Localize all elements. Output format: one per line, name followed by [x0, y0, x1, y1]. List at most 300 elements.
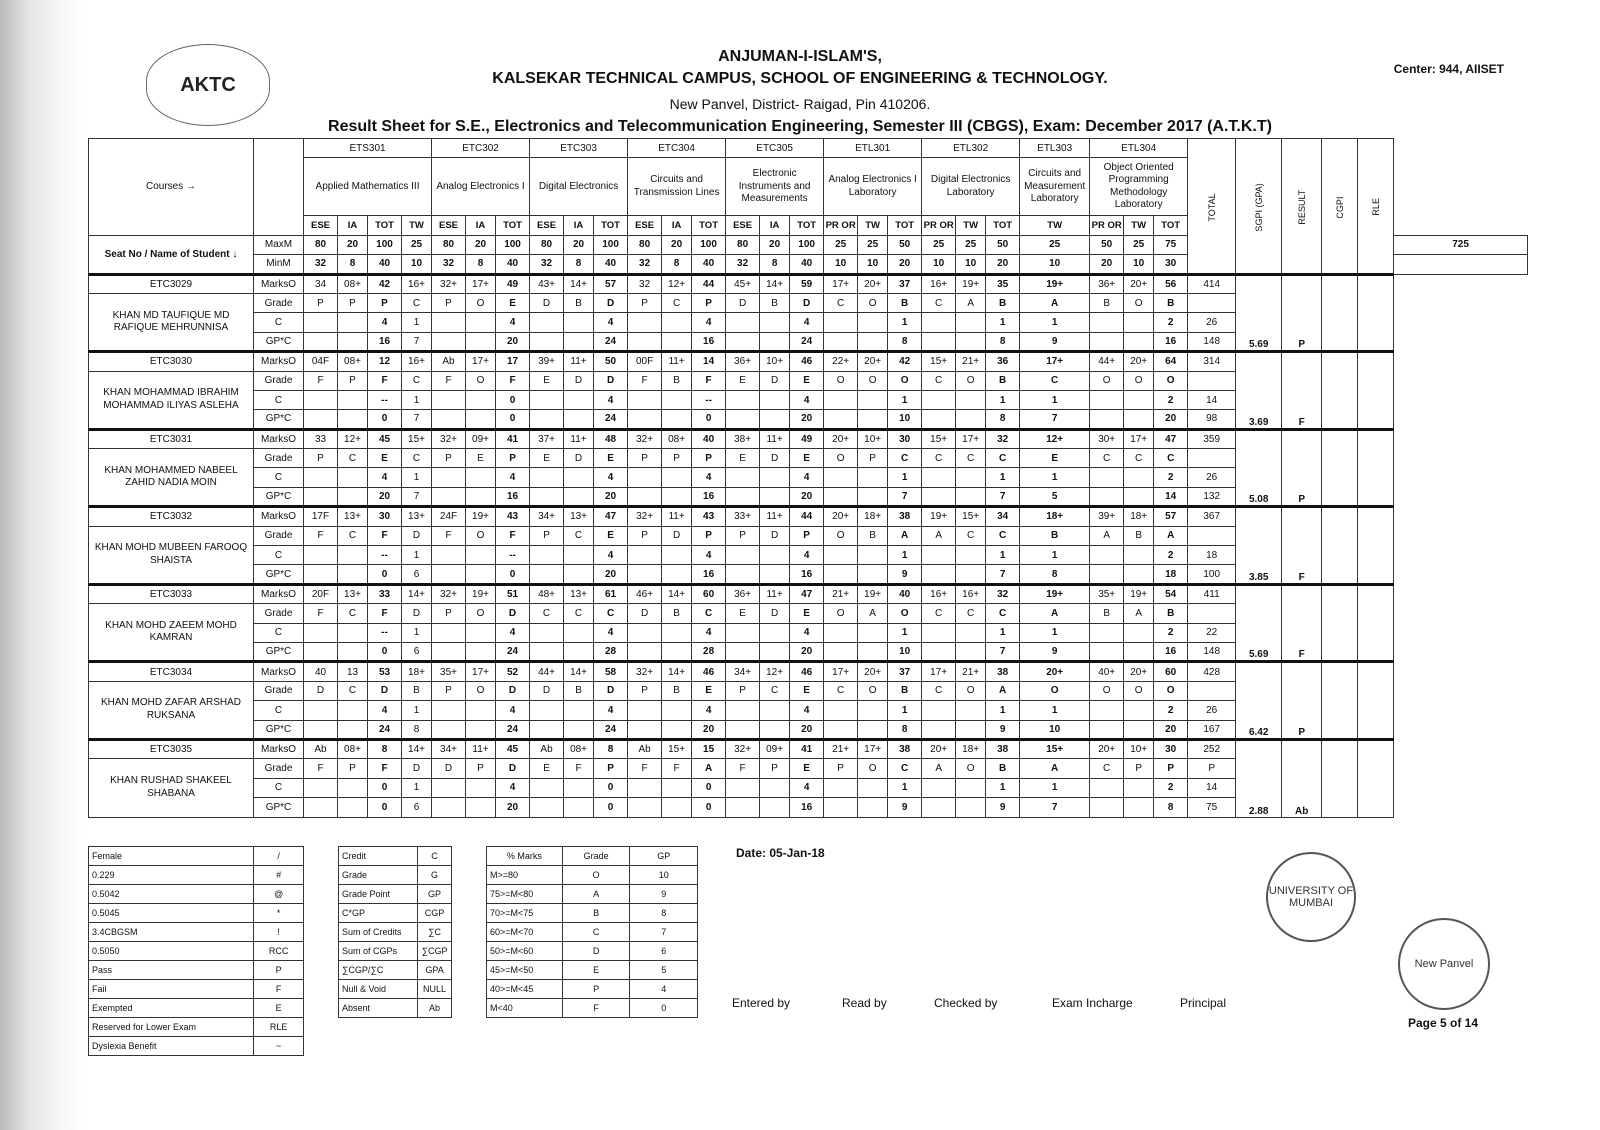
value-cell [760, 546, 790, 565]
value-cell: C [594, 604, 628, 623]
value-cell: 14+ [564, 274, 594, 293]
value-cell: 1 [986, 546, 1020, 565]
legend-cell: 10 [630, 866, 698, 885]
value-cell: 411 [1188, 584, 1236, 603]
value-cell: 34 [304, 274, 338, 293]
value-cell [628, 468, 662, 487]
row-label: C [254, 778, 304, 797]
legend-cell: 6 [630, 942, 698, 961]
value-cell: A [1020, 604, 1090, 623]
value-cell: 4 [692, 701, 726, 720]
value-cell [338, 332, 368, 351]
value-cell: 1 [986, 390, 1020, 409]
value-cell: 6 [402, 642, 432, 661]
summary-header: TOTAL [1188, 139, 1236, 275]
legend-cell: Sum of Credits [339, 923, 418, 942]
value-cell: 44 [790, 507, 824, 526]
value-cell: 8 [368, 739, 402, 758]
cgpi-cell [1322, 429, 1358, 507]
value-cell: 0 [368, 410, 402, 429]
value-cell: 1 [402, 390, 432, 409]
value-cell [662, 565, 692, 584]
value-cell [466, 313, 496, 332]
value-cell: -- [496, 546, 530, 565]
column-subheader: ESE [628, 216, 662, 235]
course-name: Object Oriented Programming Methodology Laboratory [1090, 158, 1188, 216]
value-cell [338, 487, 368, 506]
value-cell: D [402, 759, 432, 778]
legend-row [89, 1018, 304, 1037]
course-name: Circuits and Measurement Laboratory [1020, 158, 1090, 216]
legend-cell: 0.5042 [89, 885, 254, 904]
value-cell: 0 [368, 778, 402, 797]
value-cell: O [824, 449, 858, 468]
value-cell: 100 [1188, 565, 1236, 584]
value-cell: O [956, 681, 986, 700]
value-cell: O [824, 604, 858, 623]
value-cell: 32+ [726, 739, 760, 758]
value-cell [628, 487, 662, 506]
course-code: ETC303 [530, 139, 628, 158]
value-cell: 7 [402, 410, 432, 429]
value-cell: C [760, 681, 790, 700]
value-cell [466, 390, 496, 409]
value-cell [824, 410, 858, 429]
value-cell: 20 [1154, 410, 1188, 429]
value-cell: 18 [1154, 565, 1188, 584]
value-cell: O [466, 526, 496, 545]
value-cell [466, 565, 496, 584]
value-cell: 24 [496, 720, 530, 739]
value-cell [1124, 623, 1154, 642]
column-subheader: PR OR [1090, 216, 1124, 235]
value-cell [662, 410, 692, 429]
value-cell: D [496, 759, 530, 778]
value-cell: 21+ [824, 739, 858, 758]
value-cell: C [986, 604, 1020, 623]
value-cell [432, 701, 466, 720]
column-subheader: IA [760, 216, 790, 235]
course-name: Analog Electronics I Laboratory [824, 158, 922, 216]
course-name: Digital Electronics [530, 158, 628, 216]
value-cell [466, 410, 496, 429]
legend-cell: Null & Void [339, 980, 418, 999]
value-cell: 0 [368, 642, 402, 661]
value-cell: D [530, 681, 564, 700]
value-cell: 26 [1188, 313, 1236, 332]
value-cell: E [692, 681, 726, 700]
legend-row [89, 999, 304, 1018]
value-cell: 20+ [824, 507, 858, 526]
value-cell [1090, 468, 1124, 487]
rle-cell [1358, 507, 1394, 585]
value-cell [760, 468, 790, 487]
maxm-label: MaxM [254, 235, 304, 254]
seat-number: ETC3035 [89, 739, 254, 758]
sgpi-value: 3.85 [1236, 507, 1282, 585]
rle-cell [1358, 662, 1394, 740]
legend-row [89, 904, 304, 923]
value-cell: P [432, 681, 466, 700]
value-cell: 17F [304, 507, 338, 526]
value-cell: 44+ [530, 662, 564, 681]
value-cell [432, 332, 466, 351]
value-cell: 34+ [726, 662, 760, 681]
value-cell: 24 [368, 720, 402, 739]
value-cell: C [986, 449, 1020, 468]
min-mark: 32 [530, 255, 564, 274]
value-cell: B [760, 293, 790, 312]
value-cell: E [496, 293, 530, 312]
value-cell [956, 487, 986, 506]
value-cell: 26 [1188, 468, 1236, 487]
value-cell [432, 487, 466, 506]
value-cell: 4 [594, 468, 628, 487]
value-cell [824, 720, 858, 739]
value-cell: -- [368, 390, 402, 409]
legend-cell: 7 [630, 923, 698, 942]
value-cell: O [1124, 293, 1154, 312]
cgpi-cell [1322, 662, 1358, 740]
value-cell: 46 [790, 352, 824, 371]
value-cell: P [692, 293, 726, 312]
column-subheader: ESE [530, 216, 564, 235]
value-cell: B [858, 526, 888, 545]
value-cell: 20 [496, 332, 530, 351]
value-cell: O [1124, 371, 1154, 390]
value-cell [1124, 332, 1154, 351]
value-cell: 6 [402, 798, 432, 817]
value-cell [530, 778, 564, 797]
value-cell: 16+ [402, 352, 432, 371]
value-cell: 17+ [1020, 352, 1090, 371]
value-cell [1188, 526, 1236, 545]
value-cell: C [530, 604, 564, 623]
legend-cell: * [254, 904, 304, 923]
legend-row [487, 999, 698, 1018]
value-cell: 19+ [858, 584, 888, 603]
value-cell: 13+ [564, 507, 594, 526]
value-cell [858, 332, 888, 351]
value-cell: 33+ [726, 507, 760, 526]
legend-cell: E [254, 999, 304, 1018]
value-cell: 32+ [628, 429, 662, 448]
value-cell: 20F [304, 584, 338, 603]
value-cell: E [466, 449, 496, 468]
value-cell: 47 [1154, 429, 1188, 448]
value-cell [1090, 720, 1124, 739]
value-cell: 4 [594, 313, 628, 332]
value-cell [726, 410, 760, 429]
value-cell [304, 642, 338, 661]
value-cell: 36 [986, 352, 1020, 371]
legend-cell: Exempted [89, 999, 254, 1018]
value-cell: C [1154, 449, 1188, 468]
value-cell: 44+ [1090, 352, 1124, 371]
value-cell: 24 [496, 642, 530, 661]
value-cell: 20+ [824, 429, 858, 448]
value-cell: 7 [1020, 410, 1090, 429]
value-cell: D [662, 526, 692, 545]
value-cell: B [662, 681, 692, 700]
value-cell: 4 [790, 313, 824, 332]
value-cell: 18+ [858, 507, 888, 526]
value-cell: 09+ [760, 739, 790, 758]
value-cell [824, 778, 858, 797]
value-cell: O [888, 604, 922, 623]
value-cell [1124, 313, 1154, 332]
value-cell: 314 [1188, 352, 1236, 371]
value-cell [1124, 487, 1154, 506]
value-cell: 28 [594, 642, 628, 661]
value-cell: 8 [986, 410, 1020, 429]
college-seal [1398, 918, 1490, 1010]
min-mark: 32 [432, 255, 466, 274]
result-date: Date: 05-Jan-18 [736, 846, 825, 860]
value-cell: 15+ [922, 429, 956, 448]
course-code: ETC305 [726, 139, 824, 158]
value-cell: 40+ [1090, 662, 1124, 681]
value-cell: 4 [790, 701, 824, 720]
value-cell [338, 701, 368, 720]
value-cell: D [304, 681, 338, 700]
value-cell: 16 [368, 332, 402, 351]
value-cell: B [986, 371, 1020, 390]
value-cell: P [432, 604, 466, 623]
value-cell: 1 [402, 623, 432, 642]
value-cell [956, 332, 986, 351]
value-cell: O [466, 293, 496, 312]
value-cell [466, 778, 496, 797]
value-cell: 46 [692, 662, 726, 681]
value-cell: 4 [368, 701, 402, 720]
table-row [89, 739, 1528, 758]
value-cell: O [1090, 371, 1124, 390]
sgpi-value: 5.69 [1236, 584, 1282, 662]
value-cell: 17+ [466, 662, 496, 681]
value-cell: E [726, 604, 760, 623]
legend-cell: A [562, 885, 630, 904]
value-cell: 48 [594, 429, 628, 448]
value-cell: 9 [986, 720, 1020, 739]
value-cell [662, 720, 692, 739]
value-cell [564, 642, 594, 661]
value-cell: 0 [594, 778, 628, 797]
student-name: KHAN MD TAUFIQUE MD RAFIQUE MEHRUNNISA [89, 293, 254, 351]
max-mark: 25 [922, 235, 956, 254]
value-cell: D [594, 681, 628, 700]
value-cell: 32 [986, 584, 1020, 603]
value-cell [922, 313, 956, 332]
value-cell: D [594, 293, 628, 312]
value-cell: 24 [790, 332, 824, 351]
value-cell: D [530, 293, 564, 312]
max-mark: 75 [1154, 235, 1188, 254]
value-cell: P [692, 449, 726, 468]
value-cell: 8 [888, 720, 922, 739]
value-cell: C [922, 371, 956, 390]
value-cell: P [858, 449, 888, 468]
value-cell: 48+ [530, 584, 564, 603]
value-cell: C [956, 604, 986, 623]
min-mark: 20 [1090, 255, 1124, 274]
value-cell: 4 [496, 623, 530, 642]
value-cell: F [304, 371, 338, 390]
value-cell: 32+ [432, 429, 466, 448]
legend-cell: 40>=M<45 [487, 980, 563, 999]
value-cell: E [726, 449, 760, 468]
value-cell: 4 [496, 468, 530, 487]
seat-number: ETC3032 [89, 507, 254, 526]
rle-cell [1358, 584, 1394, 662]
value-cell: A [1090, 526, 1124, 545]
value-cell [1188, 604, 1236, 623]
min-mark: 10 [1020, 255, 1090, 274]
value-cell: A [888, 526, 922, 545]
value-cell [338, 565, 368, 584]
max-mark: 25 [956, 235, 986, 254]
row-label: GP*C [254, 798, 304, 817]
value-cell: 4 [594, 623, 628, 642]
value-cell: F [692, 371, 726, 390]
value-cell [1188, 449, 1236, 468]
value-cell: C [1020, 371, 1090, 390]
value-cell [662, 487, 692, 506]
value-cell: 28 [692, 642, 726, 661]
value-cell: 44 [692, 274, 726, 293]
value-cell: 1 [402, 701, 432, 720]
value-cell: 0 [496, 565, 530, 584]
max-mark: 20 [466, 235, 496, 254]
min-mark: 10 [1124, 255, 1154, 274]
min-mark: 10 [824, 255, 858, 274]
column-subheader: IA [662, 216, 692, 235]
value-cell: 4 [496, 313, 530, 332]
value-cell: P [726, 681, 760, 700]
value-cell: B [1154, 604, 1188, 623]
value-cell: C [564, 604, 594, 623]
value-cell: -- [692, 390, 726, 409]
value-cell: 4 [368, 468, 402, 487]
value-cell: 19+ [1020, 584, 1090, 603]
legend-cell: Fail [89, 980, 254, 999]
value-cell [1090, 313, 1124, 332]
value-cell [564, 487, 594, 506]
value-cell [760, 701, 790, 720]
legend-cell: D [562, 942, 630, 961]
min-mark: 8 [466, 255, 496, 274]
value-cell [824, 468, 858, 487]
value-cell: 30+ [1090, 429, 1124, 448]
value-cell [432, 468, 466, 487]
value-cell [760, 487, 790, 506]
value-cell: 9 [888, 798, 922, 817]
value-cell: E [790, 759, 824, 778]
value-cell: E [1020, 449, 1090, 468]
value-cell: O [824, 371, 858, 390]
legend-cell: G [418, 866, 452, 885]
result-table [88, 138, 1528, 818]
value-cell: 20 [790, 410, 824, 429]
value-cell: 1 [402, 546, 432, 565]
value-cell: 34+ [432, 739, 466, 758]
value-cell [760, 642, 790, 661]
legend-cell: 0.5045 [89, 904, 254, 923]
min-mark: 32 [304, 255, 338, 274]
value-cell: 15+ [402, 429, 432, 448]
value-cell: Ab [530, 739, 564, 758]
value-cell: O [824, 526, 858, 545]
value-cell [726, 623, 760, 642]
value-cell: F [564, 759, 594, 778]
value-cell: 1 [1020, 313, 1090, 332]
value-cell: A [922, 526, 956, 545]
value-cell: 15+ [1020, 739, 1090, 758]
value-cell: C [338, 449, 368, 468]
value-cell: 367 [1188, 507, 1236, 526]
value-cell [726, 565, 760, 584]
value-cell: 16 [692, 487, 726, 506]
value-cell: 20+ [1124, 352, 1154, 371]
value-cell [858, 410, 888, 429]
value-cell: 11+ [760, 584, 790, 603]
value-cell: 4 [790, 546, 824, 565]
sgpi-value: 3.69 [1236, 352, 1282, 430]
value-cell: -- [368, 623, 402, 642]
value-cell [1124, 720, 1154, 739]
value-cell: B [402, 681, 432, 700]
row-label: GP*C [254, 332, 304, 351]
legend-row [89, 1037, 304, 1056]
value-cell: 60 [1154, 662, 1188, 681]
seat-label: Seat No / Name of Student ↓ [89, 235, 254, 274]
value-cell [726, 390, 760, 409]
legend-cell: / [254, 847, 304, 866]
cgpi-cell [1322, 584, 1358, 662]
summary-header: RLE [1358, 139, 1394, 275]
legend-cell: M<40 [487, 999, 563, 1018]
legend-cell: P [254, 961, 304, 980]
max-mark: 80 [432, 235, 466, 254]
value-cell: 132 [1188, 487, 1236, 506]
value-cell: 14 [1188, 778, 1236, 797]
value-cell [530, 720, 564, 739]
value-cell: 12 [368, 352, 402, 371]
value-cell [922, 623, 956, 642]
value-cell [338, 410, 368, 429]
value-cell [304, 390, 338, 409]
value-cell: B [662, 371, 692, 390]
courses-label: Courses → [89, 139, 254, 236]
value-cell: 53 [368, 662, 402, 681]
value-cell: 16+ [402, 274, 432, 293]
value-cell: 26 [1188, 701, 1236, 720]
legend-cell: ∑CGP/∑C [339, 961, 418, 980]
value-cell: D [496, 604, 530, 623]
summary-header: CGPI [1322, 139, 1358, 275]
value-cell [1124, 410, 1154, 429]
column-subheader: ESE [304, 216, 338, 235]
value-cell: 4 [692, 546, 726, 565]
legend-header: Grade [562, 847, 630, 866]
value-cell: F [368, 604, 402, 623]
value-cell [760, 798, 790, 817]
value-cell: 20+ [1020, 662, 1090, 681]
row-label: MarksO [254, 507, 304, 526]
legend-cell: 60>=M<70 [487, 923, 563, 942]
value-cell: 1 [986, 313, 1020, 332]
value-cell [662, 798, 692, 817]
